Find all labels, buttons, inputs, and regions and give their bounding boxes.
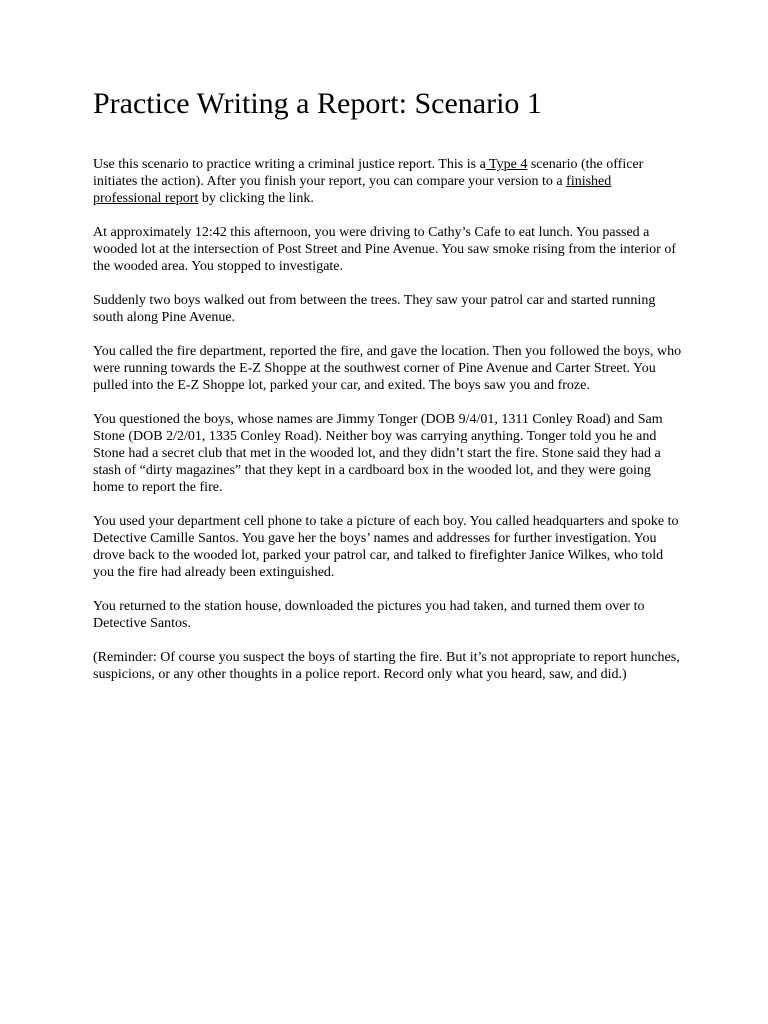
document-page (93, 86, 683, 700)
page-title: Practice Writing a Report: Scenario 1 (93, 87, 542, 120)
scenario-paragraph-2: Suddenly two boys walked out from between the trees. They saw your patrol car and started running south along Pine Avenue. (93, 293, 656, 325)
scenario-paragraph-3: You called the fire department, reported the fire, and gave the location. Then you followed the boys, who were running towards the E-Z Shoppe at the southwest corner of Pine Avenue and Carter Street. You pulled into the E-Z Shoppe lot, parked your car, and exited. The boys saw you and froze. (93, 344, 682, 393)
type-4-link[interactable]: Type 4 (485, 157, 528, 172)
finished-report-link[interactable]: finished professional report (93, 174, 612, 206)
scenario-paragraph-4: You questioned the boys, whose names are Jimmy Tonger (DOB 9/4/01, 1311 Conley Road) and Sam Stone (DOB 2/2/01, 1335 Conley Road). Neither boy was carrying anything. Tonger told you he and Stone had a secret club that met in the wooded lot, and they didn’t start the fire. Stone said they had a stash of “dirty magazines” that they kept in a cardboard box in the wooded lot, and they were going home to report the fire. (93, 412, 663, 495)
intro-paragraph (93, 156, 683, 207)
reminder-paragraph: (Reminder: Of course you suspect the boys of starting the fire. But it’s not appropriate to report hunches, suspicions, or any other thoughts in a police report. Record only what you heard, saw, and did.) (93, 650, 680, 682)
scenario-paragraph-6: You returned to the station house, downloaded the pictures you had taken, and turned them over to Detective Santos. (93, 599, 645, 631)
scenario-paragraph-5: You used your department cell phone to take a picture of each boy. You called headquarters and spoke to Detective Camille Santos. You gave her the boys’ names and addresses for further investigation. You drove back to the wooded lot, parked your patrol car, and talked to firefighter Janice Wilkes, who told you the fire had already been extinguished. (93, 514, 679, 580)
scenario-paragraph-1: At approximately 12:42 this afternoon, you were driving to Cathy’s Cafe to eat lunch. You passed a wooded lot at the intersection of Post Street and Pine Avenue. You saw smoke rising from the interior of the wooded area. You stopped to investigate. (93, 225, 676, 274)
intro-text-3: by clicking the link. (198, 191, 314, 206)
intro-text-2: scenario (the officer initiates the action). After you finish your report, you can compare your version to a (93, 157, 644, 189)
intro-text-1: Use this scenario to practice writing a criminal justice report. This is a (93, 157, 486, 172)
